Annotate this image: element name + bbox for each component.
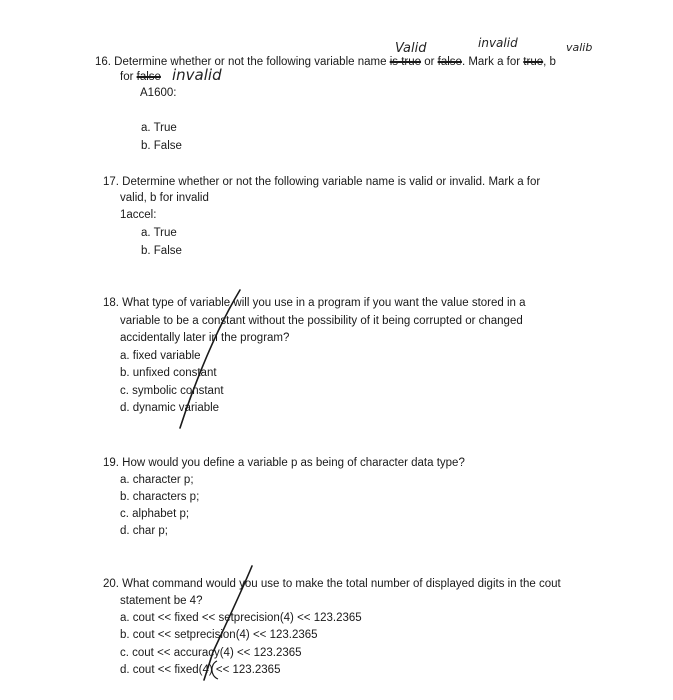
- handwritten-invalid: invalid: [478, 36, 518, 50]
- option-a: a. True: [141, 122, 177, 134]
- option-c: c. cout << accuracy(4) << 123.2365: [120, 647, 302, 659]
- question-18-text-line-3: accidentally later in the program?: [120, 332, 290, 344]
- option-a: a. cout << fixed << setprecision(4) << 123.2365: [120, 612, 362, 624]
- option-b: b. False: [141, 140, 182, 152]
- option-a: a. character p;: [120, 474, 194, 486]
- option-d: d. cout << fixed(4) << 123.2365: [120, 664, 281, 676]
- option-a: a. fixed variable: [120, 350, 201, 362]
- option-c: c. symbolic constant: [120, 385, 224, 397]
- question-18-text-line-1: 18. What type of variable will you use in a program if you want the value stored in a: [103, 297, 526, 309]
- option-d: d. char p;: [120, 525, 168, 537]
- struck-false-2: false: [136, 71, 161, 83]
- handwritten-valid-2: valib: [566, 41, 593, 54]
- question-16-text-line-1: 16. Determine whether or not the following variable name is true or false. Mark a for true, b: [95, 56, 556, 68]
- option-d: d. dynamic variable: [120, 402, 220, 414]
- handwritten-valid-1: Valid: [395, 41, 427, 56]
- option-a: a. True: [141, 227, 177, 239]
- struck-false: false: [437, 56, 462, 68]
- question-17-text-line-1: 17. Determine whether or not the following variable name is valid or invalid. Mark a for: [103, 176, 541, 188]
- struck-is-true: is true: [389, 56, 422, 68]
- question-16-text-line-2: for false: [120, 71, 161, 83]
- question-18-text-line-2: variable to be a constant without the possibility of it being corrupted or changed: [120, 315, 523, 327]
- question-20-text-line-2: statement be 4?: [120, 595, 203, 607]
- option-b: b. cout << setprecision(4) << 123.2365: [120, 629, 318, 641]
- question-20-text-line-1: 20. What command would you use to make the total number of displayed digits in the cout: [103, 578, 561, 590]
- option-c: c. alphabet p;: [120, 508, 190, 520]
- handwritten-for-false: invalid: [172, 66, 222, 84]
- q18-answer-slash: [180, 290, 240, 428]
- variable-name: A1600:: [140, 87, 177, 99]
- option-b: b. unfixed constant: [120, 367, 217, 379]
- q20-answer-slash: [204, 566, 252, 680]
- variable-name: 1accel:: [120, 209, 157, 221]
- option-b: b. characters p;: [120, 491, 200, 503]
- option-b: b. False: [141, 245, 182, 257]
- question-17-text-line-2: valid, b for invalid: [120, 192, 209, 204]
- struck-true: true: [523, 56, 544, 68]
- q20-circle-4: [212, 661, 218, 679]
- question-19-text-line-1: 19. How would you define a variable p as being of character data type?: [103, 457, 465, 469]
